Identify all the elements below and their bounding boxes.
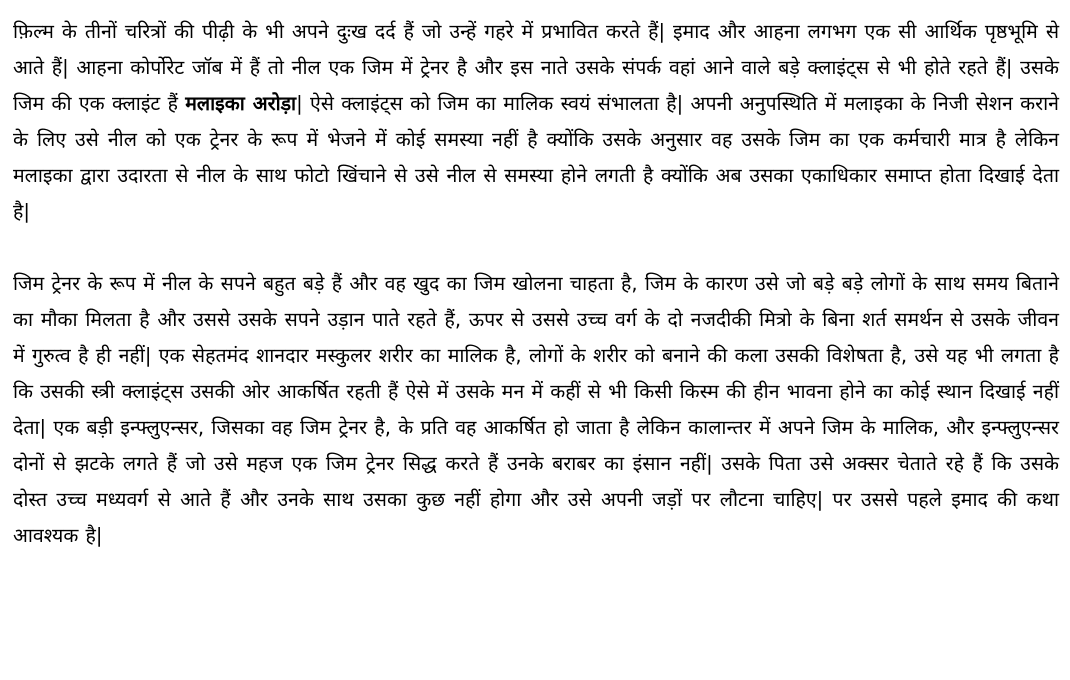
paragraph-1 [13,14,1059,230]
paragraph-1-text-after: | ऐसे क्लाइंट्स को जिम का मालिक स्वयं संभालता है| अपनी अनुपस्थिति में मलाइका के निजी सेशन कराने के लिए उसे नील को एक ट्रेनर के रूप में भेजने में कोई समस्या नहीं है क्योंकि उसके अनुसार वह उसके जिम का एक कर्मचारी मात्र है लेकिन मलाइका द्वारा उदारता से नील के साथ फोटो खिंचाने से उसे नील से समस्या होने लगती है क्योंकि अब उसका एकाधिकार समाप्त होता दिखाई देता है| [13,92,1059,223]
highlighted-name: मलाइका अरोड़ा [185,92,297,115]
paragraph-1-text-before: फ़िल्म के तीनों चरित्रों की पीढ़ी के भी अपने दुःख दर्द हैं जो उन्हें गहरे में प्रभावित करते हैं| इमाद और आहना लगभग एक सी आर्थिक पृष्ठभूमि से आते हैं| आहना कोर्पोरेट जॉब में हैं तो नील एक जिम में ट्रेनर है और इस नाते उसके संपर्क वहां आने वाले बड़े क्लाइंट्स से भी होते रहते हैं| उसके जिम की एक क्लाइंट हैं [13,20,1059,115]
article-body [13,14,1059,554]
paragraph-2: जिम ट्रेनर के रूप में नील के सपने बहुत बड़े हैं और वह खुद का जिम खोलना चाहता है, जिम के कारण उसे जो बड़े बड़े लोगों के साथ समय बिताने का मौका मिलता है और उससे उसके सपने उड़ान पाते रहते हैं, ऊपर से उससे उच्च वर्ग के दो नजदीकी मित्रो के बिना शर्त समर्थन से उसके जीवन में गुरुत्व है ही नहीं| एक सेहतमंद शानदार मस्कुलर शरीर का मालिक है, लोगों के शरीर को बनाने की कला उसकी विशेषता है, उसे यह भी लगता है कि उसकी स्त्री क्लाइंट्स उसकी ओर आकर्षित रहती हैं ऐसे में उसके मन में कहीं से भी किसी किस्म की हीन भावना होने का कोई स्थान दिखाई नहीं देता| एक बड़ी इन्फ्लुएन्सर, जिसका वह जिम ट्रेनर है, के प्रति वह आकर्षित हो जाता है लेकिन कालान्तर में अपने जिम के मालिक, और इन्फ्लुएन्सर दोनों से झटके लगते हैं जो उसे महज एक जिम ट्रेनर सिद्ध करते हैं उनके बराबर का इंसान नहीं| उसके पिता उसे अक्सर चेताते रहे हैं कि उसके दोस्त उच्च मध्यवर्ग से आते हैं और उनके साथ उसका कुछ नहीं होगा और उसे अपनी जड़ों पर लौटना चाहिए| पर उससे पहले इमाद की कथा आवश्यक है| [13,272,1060,547]
